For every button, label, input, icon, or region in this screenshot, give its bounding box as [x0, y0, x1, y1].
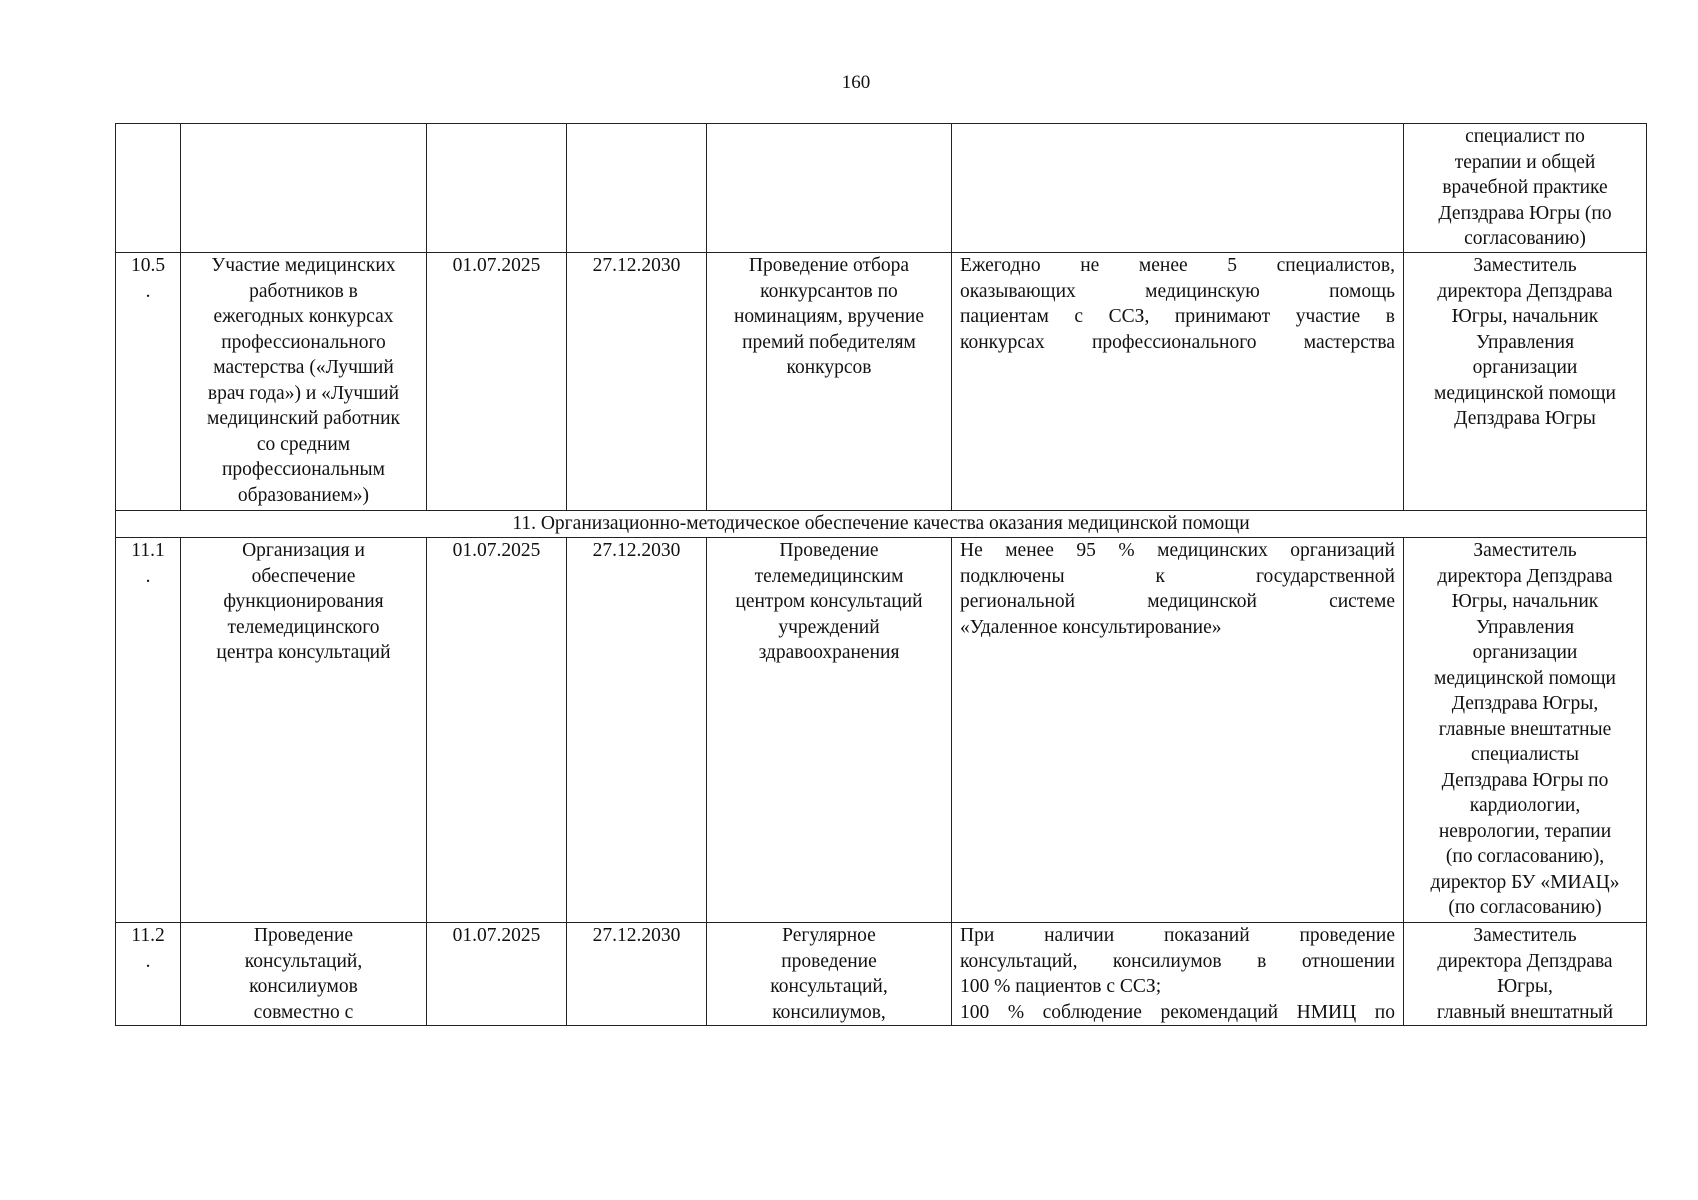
- name-line: обеспечение: [251, 565, 356, 587]
- event-line: здравоохранения: [758, 642, 900, 663]
- cell-start-date: [427, 124, 567, 253]
- section-heading-row: [116, 511, 1647, 538]
- result-line: Не менее 95 % медицинских организаций: [960, 540, 1395, 561]
- cell-start-date: 01.07.2025: [427, 923, 567, 1026]
- responsible-line: организации: [1472, 357, 1578, 378]
- cell-result: [952, 124, 1404, 253]
- name-line: центра консультаций: [216, 642, 391, 663]
- name-line: консилиумов: [249, 976, 358, 997]
- row-number-dot: .: [145, 950, 151, 972]
- table-row-11-2: [116, 923, 1647, 1026]
- responsible-line: врачебной практике: [1442, 177, 1608, 198]
- event-line: консилиумов,: [772, 1001, 886, 1023]
- responsible-line: Депздрава Югры (по: [1438, 202, 1612, 224]
- result-line: пациентам с ССЗ, принимают участие в: [960, 306, 1395, 327]
- cell-responsible: [1404, 253, 1647, 511]
- result-line: конкурсах профессионального мастерства: [960, 331, 1395, 353]
- event-line: Проведение отбора: [748, 255, 910, 276]
- row-number: 10.5: [130, 255, 166, 276]
- responsible-line: главные внештатные: [1438, 718, 1612, 740]
- name-line: Проведение: [253, 925, 354, 946]
- cell-name: [181, 253, 427, 511]
- result-line: региональной медицинской системе: [960, 591, 1395, 612]
- name-line: совместно с: [253, 1001, 354, 1023]
- responsible-line: директора Депздрава: [1437, 280, 1613, 302]
- responsible-line: директора Депздрава: [1437, 565, 1613, 587]
- responsible-line: согласованию): [1464, 228, 1586, 249]
- result-line: оказывающих медицинскую помощь: [960, 280, 1395, 302]
- row-number-dot: .: [145, 280, 151, 302]
- cell-name: [181, 124, 427, 253]
- responsible-line: кардиологии,: [1469, 795, 1581, 816]
- plan-table: [115, 123, 1647, 1026]
- result-line: «Удаленное консультирование»: [960, 616, 1222, 638]
- cell-number: [116, 124, 181, 253]
- responsible-line: Югры, начальник: [1451, 591, 1599, 612]
- event-line: конкурсов: [786, 357, 872, 378]
- cell-event: [707, 923, 952, 1026]
- responsible-line: Заместитель: [1473, 255, 1577, 276]
- table-row-11-1: [116, 538, 1647, 923]
- page-number: 160: [841, 72, 871, 93]
- event-line: конкурсантов по: [760, 280, 898, 302]
- responsible-line: Депздрава Югры,: [1451, 693, 1599, 714]
- cell-name: [181, 538, 427, 923]
- row-number: 11.1: [131, 540, 165, 561]
- responsible-line: Управления: [1475, 616, 1575, 638]
- responsible-line: Югры, начальник: [1451, 306, 1599, 327]
- cell-event: [707, 124, 952, 253]
- cell-end-date: 27.12.2030: [567, 923, 707, 1026]
- name-line: врач года») и «Лучший: [207, 382, 400, 404]
- responsible-line: специалист по: [1465, 126, 1585, 147]
- responsible-line: терапии и общей: [1454, 151, 1596, 173]
- event-line: номинациям, вручение: [733, 306, 925, 327]
- cell-name: [181, 923, 427, 1026]
- responsible-line: специалисты: [1471, 744, 1579, 765]
- result-line: Ежегодно не менее 5 специалистов,: [960, 255, 1395, 276]
- cell-end-date: 27.12.2030: [567, 538, 707, 923]
- responsible-line: (по согласованию),: [1445, 846, 1605, 867]
- cell-result: [952, 923, 1404, 1026]
- cell-end-date: 27.12.2030: [567, 253, 707, 511]
- cell-event: [707, 253, 952, 511]
- responsible-line: директора Депздрава: [1437, 950, 1613, 972]
- name-line: Организация и: [242, 540, 365, 561]
- row-number-dot: .: [145, 565, 151, 587]
- name-line: со средним: [256, 433, 351, 455]
- event-line: проведение: [781, 950, 877, 972]
- cell-end-date: [567, 124, 707, 253]
- name-line: функционирования: [223, 591, 384, 612]
- responsible-line: медицинской помощи: [1434, 382, 1616, 404]
- cell-result: [952, 253, 1404, 511]
- cell-responsible: [1404, 124, 1647, 253]
- name-line: профессионального: [221, 331, 386, 353]
- name-line: телемедицинского: [227, 616, 380, 638]
- event-line: центром консультаций: [735, 591, 923, 612]
- cell-number: [116, 538, 181, 923]
- responsible-line: медицинской помощи: [1434, 667, 1616, 689]
- row-number: 11.2: [131, 925, 165, 946]
- responsible-line: неврологии, терапии: [1438, 820, 1612, 842]
- table-row-continuation: [116, 124, 1647, 253]
- responsible-line: организации: [1472, 642, 1578, 663]
- cell-responsible: [1404, 538, 1647, 923]
- result-line: 100 % пациентов с ССЗ;: [960, 976, 1162, 997]
- result-line: При наличии показаний проведение: [960, 925, 1395, 946]
- name-line: ежегодных конкурсах: [213, 306, 394, 327]
- cell-result: [952, 538, 1404, 923]
- result-line: консультаций, консилиумов в отношении: [960, 950, 1395, 972]
- responsible-line: Югры,: [1497, 976, 1553, 997]
- event-line: Проведение: [779, 540, 879, 561]
- name-line: образованием»): [237, 484, 370, 506]
- cell-start-date: 01.07.2025: [427, 538, 567, 923]
- name-line: работников в: [249, 280, 358, 302]
- responsible-line: Заместитель: [1473, 540, 1577, 561]
- responsible-line: Депздрава Югры по: [1441, 769, 1609, 791]
- name-line: мастерства («Лучший: [213, 357, 394, 378]
- name-line: профессиональным: [222, 459, 385, 480]
- cell-number: [116, 253, 181, 511]
- section-heading: 11. Организационно-методическое обеспечение качества оказания медицинской помощи: [116, 511, 1647, 538]
- responsible-line: главный внештатный: [1436, 1001, 1614, 1023]
- name-line: консультаций,: [244, 950, 363, 972]
- responsible-line: (по согласованию): [1448, 897, 1602, 918]
- result-line: 100 % соблюдение рекомендаций НМИЦ по: [960, 1001, 1395, 1023]
- cell-number: [116, 923, 181, 1026]
- event-line: премий победителям: [742, 331, 916, 353]
- result-line: подключены к государственной: [960, 565, 1395, 587]
- name-line: Участие медицинских: [211, 255, 396, 276]
- responsible-line: Депздрава Югры: [1454, 408, 1596, 429]
- name-line: медицинский работник: [207, 408, 400, 429]
- cell-start-date: 01.07.2025: [427, 253, 567, 511]
- event-line: Регулярное: [782, 925, 876, 946]
- event-line: учреждений: [778, 616, 880, 638]
- responsible-line: Управления: [1475, 331, 1575, 353]
- cell-event: [707, 538, 952, 923]
- responsible-line: директор БУ «МИАЦ»: [1430, 871, 1620, 893]
- event-line: телемедицинским: [754, 565, 904, 587]
- cell-responsible: [1404, 923, 1647, 1026]
- responsible-line: Заместитель: [1473, 925, 1577, 946]
- table-row-10-5: [116, 253, 1647, 511]
- event-line: консультаций,: [770, 976, 888, 997]
